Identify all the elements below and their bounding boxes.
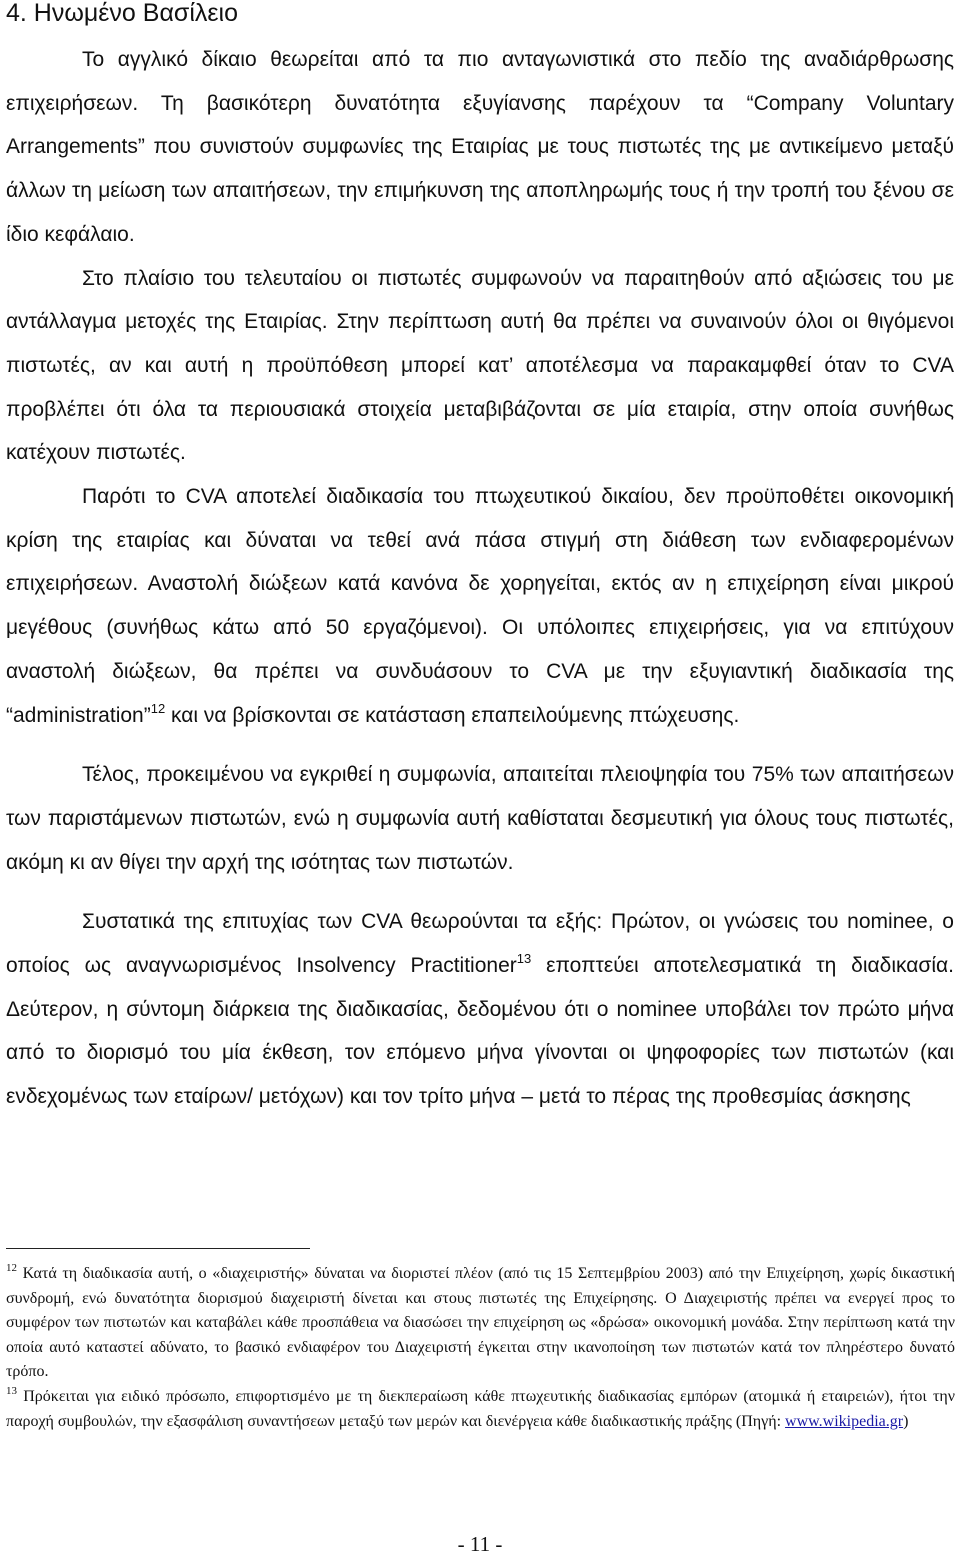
footnote-separator: [6, 1248, 310, 1249]
footnote-text: Κατά τη διαδικασία αυτή, ο «διαχειριστής» δύναται να διοριστεί πλέον (από τις 15 Σεπτεμβρίου 2003) από την Επιχείρηση, χωρίς δικαστική συνδρομή, ενώ δυνατότητα διορισμού διαχειριστή δίνεται και στους πιστωτές της Επιχείρησης. Ο Διαχειριστής πρέπει να ενεργεί προς το συμφέρον των πιστωτών και καταβάλει κάθε προσπάθεια να διασώσει την επιχείρηση ως «δρώσα» οικονομική μονάδα. Στην περίπτωση κατά την οποία αυτό καταστεί αδύνατο, το βασικό ενδιαφέρον του Διαχειριστή έγκειται στην ικανοποίηση των πιστωτών κατά τον πληρέστερο δυνατό τρόπο.: [6, 1265, 955, 1381]
paragraph-3-text: Παρότι το CVA αποτελεί διαδικασία του πτωχευτικού δικαίου, δεν προϋποθέτει οικονομική κρίση της εταιρίας και δύναται να τεθεί ανά πάσα στιγμή στη διάθεση των ενδιαφερομένων επιχειρήσεων. Αναστολή διώξεων κατά κανόνα δε χορηγείται, εκτός αν η επιχείρηση είναι μικρού μεγέθους (συνήθως κάτω από 50 εργαζόμενοι). Οι υπόλοιπες επιχειρήσεις, για να επιτύχουν αναστολή διώξεων, θα πρέπει να συνδυάσουν το CVA με την εξυγιαντική διαδικασία της “administration”: [6, 485, 954, 727]
footnote-number: 13: [6, 1384, 17, 1397]
footnote-text: Πρόκειται για ειδικό πρόσωπο, επιφορτισμένο με τη διεκπεραίωση κάθε πτωχευτικής διαδικασίας εμπόρων (ατομικά ή εταιρειών), ήτοι την παροχή συμβουλών, την εξασφάλιση συναντήσεων μεταξύ των μερών και διενέργεια κάθε διαδικαστικής πράξης (Πηγή:: [6, 1387, 955, 1430]
body-text: [6, 38, 954, 1119]
paragraph-1-text: Το αγγλικό δίκαιο θεωρείται από τα πιο ανταγωνιστικά στο πεδίο της αναδιάρθρωσης επιχειρήσεων. Τη βασικότερη δυνατότητα εξυγίανσης παρέχουν τα “Company Voluntary Arrangements” που συνιστούν συμφωνίες της Εταιρίας με τους πιστωτές της με αντικείμενο μεταξύ άλλων τη μείωση των απαιτήσεων, την επιμήκυνση της αποπληρωμής τους ή την τροπή του ξένου σε ίδιο κεφάλαιο.: [6, 48, 954, 246]
footnote-ref-12[interactable]: 12: [150, 700, 166, 716]
footnote-number: 12: [6, 1262, 17, 1274]
footnote-12: [6, 1262, 955, 1385]
wikipedia-link[interactable]: www.wikipedia.gr: [785, 1412, 904, 1430]
footnote-text-end: ): [903, 1412, 909, 1430]
section-heading: 4. Ηνωμένο Βασίλειο: [6, 0, 238, 27]
page-number: - 11 -: [457, 1532, 503, 1556]
paragraph-2: [6, 257, 954, 476]
paragraph-4-text: Τέλος, προκειμένου να εγκριθεί η συμφωνία, απαιτείται πλειοψηφία του 75% των απαιτήσεων των παριστάμενων πιστωτών, ενώ η συμφωνία αυτή καθίσταται δεσμευτική για όλους τους πιστωτές, ακόμη κι αν θίγει την αρχή της ισότητας των πιστωτών.: [6, 763, 954, 874]
paragraph-2-text: Στο πλαίσιο του τελευταίου οι πιστωτές συμφωνούν να παραιτηθούν από αξιώσεις του με αντάλλαγμα μετοχές της Εταιρίας. Στην περίπτωση αυτή θα πρέπει να συναινούν όλοι οι θιγόμενοι πιστωτές, αν και αυτή η προϋπόθεση μπορεί κατ’ αποτέλεσμα να παρακαμφθεί όταν το CVA προβλέπει ότι όλα τα περιουσιακά στοιχεία μεταβιβάζονται σε μία εταιρία, στην οποία συνήθως κατέχουν πιστωτές.: [6, 266, 954, 465]
paragraph-1: [6, 38, 954, 257]
footnote-13: [6, 1385, 955, 1434]
paragraph-5-text-end: εποπτεύει αποτελεσματικά τη διαδικασία. Δεύτερον, η σύντομη διάρκεια της διαδικασίας, δεδομένου ότι ο nominee υποβάλει τον πρώτο μήνα από το διορισμό του μία έκθεση, τον επόμενο μήνα γίνονται οι ψηφοφορίες των πιστωτών (και ενδεχομένως των εταίρων/ μετόχων) και τον τρίτο μήνα – μετά το πέρας της προθεσμίας άσκησης: [6, 954, 954, 1109]
paragraph-5: [6, 900, 954, 1119]
paragraph-4: [6, 753, 954, 884]
paragraph-3: [6, 475, 954, 737]
footnotes: [6, 1262, 955, 1434]
paragraph-5-text: Συστατικά της επιτυχίας των CVA θεωρούνται τα εξής: Πρώτον, οι γνώσεις του nominee, ο οποίος ως αναγνωρισμένος Insolvency Practitioner: [6, 910, 954, 978]
paragraph-3-text-end: και να βρίσκονται σε κατάσταση επαπειλούμενης πτώχευσης.: [165, 703, 740, 727]
footnote-ref-13[interactable]: 13: [516, 951, 532, 967]
